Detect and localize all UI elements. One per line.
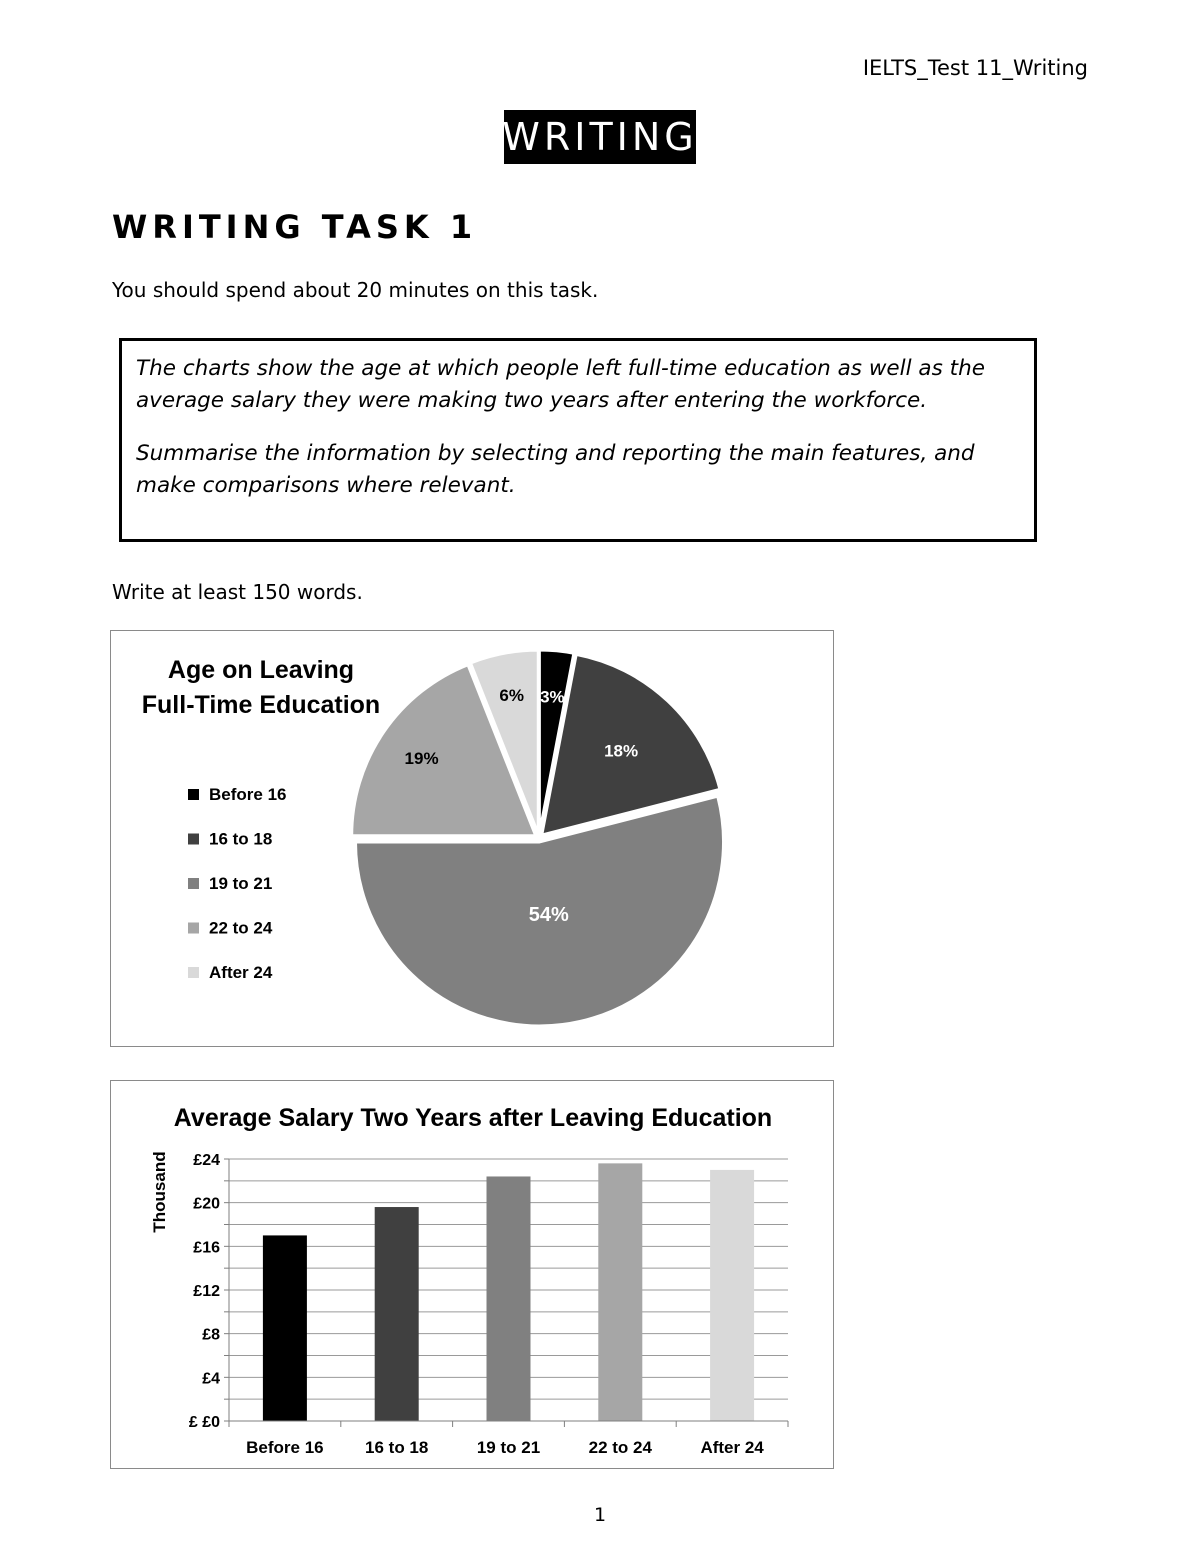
y-tick-label: £8 (202, 1326, 220, 1344)
bar-22-to-24 (598, 1163, 642, 1421)
section-badge: WRITING (504, 110, 696, 164)
pie-title-line-2: Full-Time Education (141, 691, 381, 719)
y-tick-label: £16 (193, 1239, 220, 1257)
legend-label: 22 to 24 (209, 918, 273, 938)
x-tick-label: 16 to 18 (365, 1438, 429, 1457)
prompt-paragraph-2: Summarise the information by selecting and reporting the main features, and make comparisons where relevant. (136, 441, 975, 498)
legend-swatch (188, 967, 199, 978)
bar-after-24 (710, 1170, 754, 1421)
pie-data-label: 19% (404, 749, 439, 769)
prompt-paragraph-1: The charts show the age at which people left full-time education as well as the average salary they were making two years after entering the workforce. (136, 356, 985, 413)
x-tick-label: Before 16 (246, 1438, 324, 1457)
legend-swatch (188, 923, 199, 934)
task-prompt-box (119, 338, 1037, 542)
time-instruction: You should spend about 20 minutes on this task. (112, 278, 599, 302)
legend-swatch (188, 878, 199, 889)
y-tick-label: £ £0 (188, 1414, 220, 1431)
y-tick-label: £4 (202, 1370, 220, 1388)
legend-swatch (188, 789, 199, 800)
pie-chart-frame (110, 630, 834, 1047)
pie-data-label: 18% (604, 741, 639, 761)
pie-chart (111, 631, 835, 1048)
bar-chart-title: Average Salary Two Years after Leaving Education (173, 1104, 773, 1132)
task-title: WRITING TASK 1 (112, 208, 478, 246)
legend-swatch (188, 834, 199, 845)
legend-label: 16 to 18 (209, 829, 273, 849)
pie-data-label: 54% (528, 903, 569, 926)
y-tick-label: £24 (193, 1152, 220, 1169)
document-header-label: IELTS_Test 11_Writing (862, 56, 1088, 80)
bar-before-16 (263, 1235, 307, 1421)
x-tick-label: 19 to 21 (476, 1438, 541, 1457)
legend-label: After 24 (209, 963, 273, 982)
word-count-instruction: Write at least 150 words. (112, 580, 363, 604)
x-tick-label: 22 to 24 (588, 1438, 652, 1457)
y-tick-label: £20 (193, 1195, 220, 1213)
page-number: 1 (593, 1504, 607, 1526)
pie-title-line-1: Age on Leaving (167, 656, 355, 684)
bar-19-to-21 (487, 1176, 531, 1421)
pie-data-label: 6% (499, 685, 524, 705)
bar-16-to-18 (375, 1207, 419, 1421)
bar-y-axis-label: Thousand (150, 1151, 169, 1233)
pie-data-label: 3% (540, 687, 565, 707)
bar-chart-frame (110, 1080, 834, 1469)
bar-chart (111, 1081, 835, 1470)
y-tick-label: £12 (193, 1283, 220, 1300)
x-tick-label: After 24 (700, 1438, 764, 1457)
legend-label: Before 16 (209, 785, 287, 804)
legend-label: 19 to 21 (209, 874, 273, 893)
